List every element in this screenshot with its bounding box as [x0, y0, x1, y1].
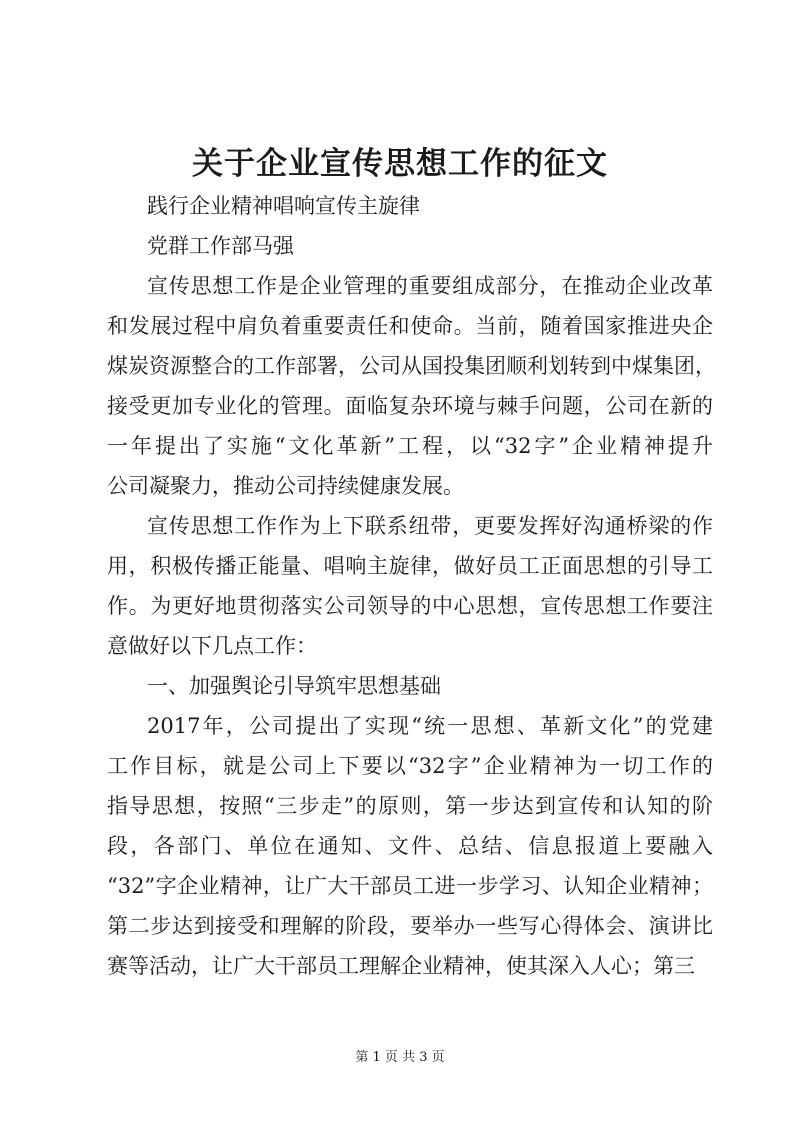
paragraph-line: 第二步达到接受和理解的阶段，要举办一些写心得体会、演讲比 [107, 914, 713, 938]
paragraph [107, 666, 713, 706]
paragraph-line: 作。为更好地贯彻落实公司领导的中心思想，宣传思想工作要注 [107, 594, 713, 618]
paragraph-line: 一年提出了实施“文化革新”工程，以“32字”企业精神提升 [107, 434, 713, 458]
page-footer: 第 1 页 共 3 页 [355, 1050, 445, 1065]
paragraph-line: 和发展过程中肩负着重要责任和使命。当前，随着国家推进央企 [107, 314, 713, 338]
paragraphs [107, 266, 716, 986]
paragraph-line: 工作目标，就是公司上下要以“32字”企业精神为一切工作的 [107, 754, 713, 778]
paragraph-line: 2017年，公司提出了实现“统一思想、革新文化”的党建 [147, 714, 713, 738]
author-line: 党群工作部马强 [147, 234, 294, 258]
paragraph-line: 公司凝聚力，推动公司持续健康发展。 [107, 474, 464, 498]
document-title: 关于企业宣传思想工作的征文 [192, 146, 608, 182]
paragraph [107, 506, 713, 666]
paragraph [107, 266, 716, 506]
paragraph-line: 赛等活动，让广大干部员工理解企业精神，使其深入人心；第三 [107, 954, 695, 978]
paragraph [107, 706, 713, 986]
subtitle: 践行企业精神唱响宣传主旋律 [147, 194, 420, 218]
document-body [107, 186, 716, 986]
paragraph-line: 宣传思想工作作为上下联系纽带，更要发挥好沟通桥梁的作 [147, 514, 713, 538]
paragraph-line: 指导思想，按照“三步走”的原则，第一步达到宣传和认知的阶 [107, 794, 713, 818]
paragraph-line: 意做好以下几点工作： [107, 634, 317, 658]
paragraph-line: 宣传思想工作是企业管理的重要组成部分，在推动企业改革 [147, 274, 713, 298]
paragraph-line: “32”字企业精神，让广大干部员工进一步学习、认知企业精神； [107, 874, 713, 898]
paragraph-line: 段，各部门、单位在通知、文件、总结、信息报道上要融入 [107, 834, 713, 858]
paragraph-line: 接受更加专业化的管理。面临复杂环境与棘手问题，公司在新的 [107, 394, 713, 418]
paragraph-line: 用，积极传播正能量、唱响主旋律，做好员工正面思想的引导工 [107, 554, 713, 578]
paragraph-line: 一、加强舆论引导筑牢思想基础 [147, 674, 441, 698]
paragraph-line: 煤炭资源整合的工作部署，公司从国投集团顺利划转到中煤集团， [107, 354, 716, 378]
